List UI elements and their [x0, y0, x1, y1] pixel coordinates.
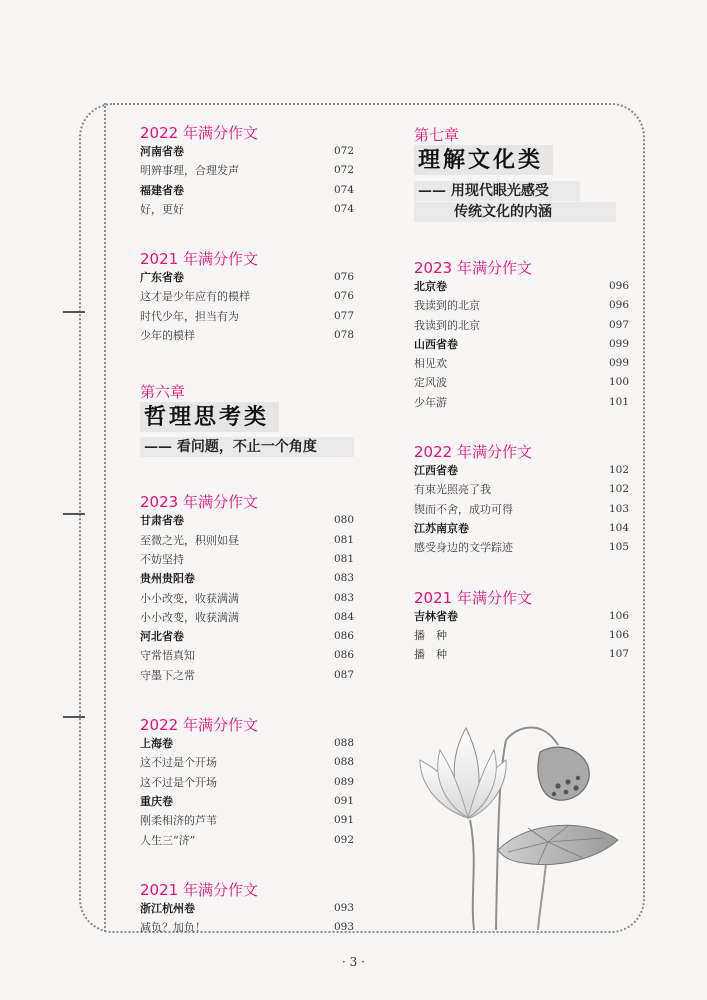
toc-page-number: 083 [333, 591, 354, 604]
toc-province-row[interactable] [140, 734, 354, 753]
toc-entry-row[interactable] [140, 666, 354, 685]
binding-tick [63, 716, 85, 718]
chapter-number: 第六章 [140, 383, 186, 402]
toc-entry-row[interactable] [140, 831, 354, 850]
toc-entry-row[interactable] [140, 200, 354, 219]
toc-entry-title: 上海卷 [140, 737, 173, 751]
toc-province-row[interactable] [414, 519, 629, 538]
toc-entry-row[interactable] [414, 373, 629, 392]
toc-page-number: 097 [608, 318, 629, 331]
section-year-heading: 2021 年满分作文 [140, 880, 258, 899]
toc-page-number: 093 [333, 921, 354, 934]
toc-page-number: 072 [333, 164, 354, 177]
toc-entry-title: 小小改变，收获满满 [140, 591, 239, 605]
toc-entry-row[interactable] [140, 161, 354, 180]
toc-entry-title: 有束光照亮了我 [414, 483, 491, 497]
toc-page-number: 092 [333, 833, 354, 846]
section-year-heading: 2022 年满分作文 [140, 124, 258, 142]
toc-page-number: 086 [333, 630, 354, 643]
toc-section [414, 589, 629, 665]
toc-page-number: 076 [333, 271, 354, 284]
toc-entry-title: 减负？加负！ [140, 921, 206, 935]
toc-province-row[interactable] [140, 899, 354, 918]
toc-entry-row[interactable] [140, 773, 354, 792]
toc-entry-title: 我读到的北京 [414, 318, 480, 332]
toc-entry-row[interactable] [414, 626, 629, 645]
toc-section [140, 124, 354, 219]
toc-entry-row[interactable] [140, 287, 354, 306]
toc-section [414, 259, 629, 412]
toc-province-row[interactable] [140, 181, 354, 200]
toc-page-number: 081 [333, 533, 354, 546]
toc-entry-row[interactable] [140, 608, 354, 627]
chapter-subtitle-line1: —— 用现代眼光感受 [414, 181, 580, 201]
toc-page-number: 089 [333, 775, 354, 788]
toc-entry-title: 守常悟真知 [140, 649, 195, 663]
toc-entry-title: 河南省卷 [140, 145, 184, 158]
toc-entry-row[interactable] [414, 316, 629, 335]
toc-page-number: 084 [333, 610, 354, 623]
toc-entry-row[interactable] [414, 538, 629, 557]
lotus-illustration [408, 700, 628, 930]
toc-page-number: 093 [333, 901, 354, 914]
toc-entry-row[interactable] [140, 531, 354, 550]
toc-sections-group [140, 493, 354, 937]
toc-section [140, 881, 354, 938]
toc-section [414, 443, 629, 557]
toc-entry-title: 人生三“济” [140, 833, 196, 847]
toc-entry-title: 少年游 [414, 395, 447, 409]
toc-entry-row[interactable] [414, 645, 629, 664]
toc-province-row[interactable] [140, 627, 354, 646]
chapter-number: 第七章 [414, 126, 460, 144]
toc-entry-row[interactable] [414, 296, 629, 315]
toc-entry-row[interactable] [140, 646, 354, 665]
toc-entry-row[interactable] [140, 326, 354, 345]
toc-right-column [414, 126, 629, 664]
binding-tick [63, 311, 85, 313]
section-year-heading: 2022 年满分作文 [140, 716, 258, 735]
toc-entry-title: 明辨事理，合理发声 [140, 164, 239, 178]
toc-entry-row[interactable] [140, 753, 354, 772]
toc-entry-row[interactable] [414, 480, 629, 499]
toc-page-number: 091 [333, 814, 354, 827]
toc-province-row[interactable] [140, 268, 354, 287]
toc-entry-row[interactable] [140, 307, 354, 326]
toc-page-number: 102 [608, 464, 629, 477]
toc-page-number: 080 [333, 514, 354, 527]
toc-entry-row[interactable] [140, 550, 354, 569]
toc-page-number: 104 [608, 521, 629, 534]
toc-sections-group [140, 124, 354, 345]
toc-page-number: 083 [333, 572, 354, 585]
toc-province-row[interactable] [414, 461, 629, 480]
toc-sections-group [414, 259, 629, 664]
toc-province-row[interactable] [414, 277, 629, 296]
toc-entry-title: 吉林省卷 [414, 609, 458, 623]
chapter-subtitle-line2: 传统文化的内涵 [414, 202, 616, 222]
toc-page-number: 100 [608, 376, 629, 389]
toc-province-row[interactable] [140, 792, 354, 811]
binding-tick [63, 513, 85, 515]
chapter-title: 理解文化类 [414, 145, 553, 175]
toc-page-number: 099 [608, 357, 629, 370]
toc-page-number: 107 [608, 648, 629, 661]
toc-page-number: 099 [608, 337, 629, 350]
toc-page-number: 086 [333, 649, 354, 662]
toc-entry-title: 时代少年，担当有为 [140, 309, 239, 323]
section-year-heading: 2023 年满分作文 [140, 493, 258, 512]
toc-page-number: 091 [333, 794, 354, 807]
section-gap [414, 412, 629, 443]
toc-page-number: 088 [333, 737, 354, 750]
toc-page-number: 074 [333, 202, 354, 215]
toc-page-number: 096 [608, 299, 629, 312]
toc-entry-row[interactable] [140, 589, 354, 608]
toc-entry-row[interactable] [140, 811, 354, 830]
toc-page-number: 105 [608, 541, 629, 554]
toc-entry-title: 河北省卷 [140, 630, 184, 644]
toc-page-number: 106 [608, 628, 629, 641]
toc-left-column [140, 124, 354, 937]
toc-entry-title: 播 种 [414, 648, 447, 662]
toc-entry-title: 不妨坚持 [140, 552, 184, 566]
toc-province-row[interactable] [140, 142, 354, 161]
toc-entry-title: 贵州贵阳卷 [140, 572, 195, 586]
section-year-heading: 2023 年满分作文 [414, 259, 532, 277]
toc-entry-title: 感受身边的文学踪迹 [414, 541, 513, 555]
section-gap [414, 558, 629, 589]
toc-province-row[interactable] [140, 569, 354, 588]
toc-page-number: 077 [333, 309, 354, 322]
toc-page-number: 106 [608, 609, 629, 622]
toc-section [140, 250, 354, 345]
toc-entry-title: 北京卷 [414, 280, 447, 293]
section-year-heading: 2021 年满分作文 [414, 588, 532, 607]
page-number: · 3 · [342, 955, 365, 969]
toc-page-number: 101 [608, 395, 629, 408]
toc-entry-title: 山西省卷 [414, 337, 458, 351]
toc-entry-title: 少年的模样 [140, 329, 195, 343]
toc-entry-title: 重庆卷 [140, 794, 173, 808]
toc-entry-title: 定风波 [414, 376, 447, 390]
toc-province-row[interactable] [414, 607, 629, 626]
toc-page-number: 096 [608, 280, 629, 292]
toc-page-number: 072 [333, 145, 354, 157]
toc-page-number: 074 [333, 183, 354, 196]
toc-entry-title: 锲而不舍，成功可得 [414, 502, 513, 516]
toc-province-row[interactable] [140, 511, 354, 530]
toc-entry-title: 小小改变，收获满满 [140, 610, 239, 624]
toc-entry-title: 我读到的北京 [414, 299, 480, 313]
toc-entry-row[interactable] [414, 500, 629, 519]
toc-entry-title: 这不过是个开场 [140, 756, 217, 770]
toc-entry-title: 至微之光，积则如昼 [140, 533, 239, 547]
toc-page-number: 088 [333, 756, 354, 769]
toc-page-number: 102 [608, 483, 629, 496]
section-gap [140, 219, 354, 250]
toc-entry-title: 浙江杭州卷 [140, 901, 195, 915]
toc-entry-title: 江苏南京卷 [414, 521, 469, 535]
toc-entry-title: 好，更好 [140, 202, 184, 216]
toc-province-row[interactable] [414, 335, 629, 354]
toc-entry-title: 刚柔相济的芦苇 [140, 814, 217, 828]
toc-entry-title: 这不过是个开场 [140, 775, 217, 789]
binding-line [104, 103, 106, 932]
section-year-heading: 2022 年满分作文 [414, 443, 532, 462]
toc-page-number: 078 [333, 329, 354, 342]
toc-page-number: 087 [333, 668, 354, 681]
toc-entry-title: 守墨下之常 [140, 668, 195, 682]
toc-section [140, 493, 354, 685]
toc-entry-title: 江西省卷 [414, 464, 458, 478]
chapter-title: 哲理思考类 [140, 402, 279, 432]
section-year-heading: 2021 年满分作文 [140, 250, 258, 269]
toc-entry-title: 甘肃省卷 [140, 514, 184, 528]
toc-entry-title: 这才是少年应有的模样 [140, 290, 250, 304]
toc-entry-title: 相见欢 [414, 357, 447, 371]
toc-section [140, 716, 354, 850]
section-gap [140, 685, 354, 716]
chapter-6-heading [140, 383, 354, 457]
toc-entry-row[interactable] [140, 918, 354, 937]
toc-entry-row[interactable] [414, 393, 629, 412]
chapter-subtitle: —— 看问题，不止一个角度 [140, 437, 354, 457]
toc-entry-title: 广东省卷 [140, 271, 184, 285]
toc-page-number: 103 [608, 502, 629, 515]
toc-entry-title: 福建省卷 [140, 183, 184, 197]
chapter-7-heading [414, 126, 629, 222]
toc-entry-row[interactable] [414, 354, 629, 373]
toc-page-number: 081 [333, 552, 354, 565]
toc-entry-title: 播 种 [414, 628, 447, 642]
section-gap [140, 850, 354, 881]
toc-page-number: 076 [333, 290, 354, 303]
